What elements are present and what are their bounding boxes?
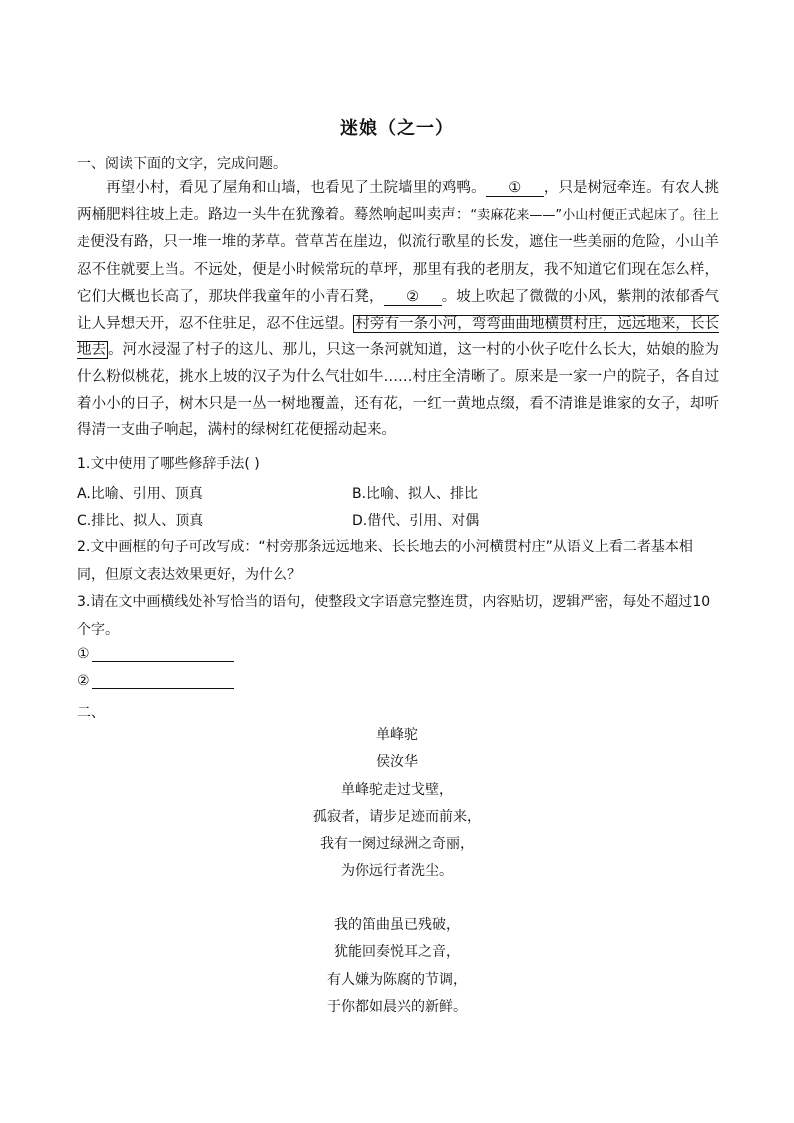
answer-line-1[interactable] [77,646,234,662]
question-2-stem: 2.文中画框的句子可改写成：“村旁那条远远地来、长长地去的小河横贯村庄”从语义上看二者基本相同，但原文表达效果更好，为什么？ [77,539,693,583]
poem-line: 我有一阕过绿洲之奇丽， [320,836,474,853]
question-1-option-b: B.比喻、拟人、排比 [352,486,479,502]
reading-passage [77,175,719,444]
poem-line: 为你远行者洗尘。 [341,863,453,880]
passage-text: ，只是树冠牵连。有农人挑两桶肥料往坡上走。路边一头牛在犹豫着。蓦然响起叫卖声： [77,180,719,223]
poem-line: 我的笛曲虽已残破， [334,917,460,933]
question-3-stem: 3.请在文中画横线处补写恰当的语句，使整段文字语意完整连贯，内容贴切，逻辑严密，每处不超过10个字。 [77,594,711,638]
poem-line: 有人嫌为陈腐的节调， [327,971,467,988]
passage-text: 再望小村，看见了屋角和山墙，也看见了土院墙里的鸡鸭。 [106,180,486,196]
passage-text: 便没有路，只一堆一堆的茅草。菅草苫在崖边，似流行歌星的长发，遮住一些美丽的危险，小山羊忍不住就要上当。不远处，便是小时候常玩的草坪，那里有我的老朋友，我不知道它们现在怎么样，它们大概也长高了，那块伴我童年的小青石凳， [77,234,719,305]
poem-title: 单峰驼 [376,727,418,743]
page-title: 迷娘（之一） [340,118,454,139]
poem [0,722,794,886]
answer-line-2[interactable] [77,673,234,689]
passage-text: 。坡上吹起了微微的小风，紫荆的浓郁香气让人异想天开，忍不住驻足，忍不住远望。 [77,288,720,332]
answer-line-label: ② [77,673,90,689]
answer-line-label: ① [77,646,90,662]
question-1-option-d: D.借代、引用、对偶 [352,513,480,529]
passage-text: 。河水浸湿了村子的这儿、那儿，只这一条河就知道，这一村的小伙子吃什么长大，姑娘的脸为什么粉似桃花，挑水上坡的汉子为什么气壮如牛……村庄全清晰了。原来是一家一户的院子，各自过着小小的日子，树木只是一丛一树地覆盖，还有花，一红一黄地点缀，看不清谁是谁家的女子，却听得清一支曲子响起，满村的绿树红花便摇动起来。 [77,342,719,439]
poem-line: 犹能回奏悦耳之音， [334,944,460,961]
poem-line: 于你都如晨兴的新鲜。 [327,998,467,1015]
passage-quote: “卖麻花来——”小山村便正式起床了。往上走 [77,207,719,251]
poem-stanza-2 [0,912,794,1021]
section-1-heading: 一、阅读下面的文字，完成问题。 [77,156,287,172]
framed-sentence: 村旁有一条小河，弯弯曲曲地横贯村庄，远远地来，长长地去 [77,315,720,359]
question-1-stem: 1.文中使用了哪些修辞手法( ) [77,456,260,472]
poem-line: 单峰驼走过戈壁， [341,781,453,798]
section-2-heading: 二、 [77,705,105,721]
answer-blank[interactable] [92,674,234,689]
passage-blank-2: ② [384,289,442,306]
question-1-option-a: A.比喻、引用、顶真 [77,486,203,502]
question-1-option-c: C.排比、拟人、顶真 [77,513,204,529]
poem-line: 孤寂者，请步足迹而前来， [313,808,481,825]
answer-blank[interactable] [92,647,234,662]
poem-author: 侯汝华 [376,754,418,771]
passage-blank-1: ① [486,180,544,197]
